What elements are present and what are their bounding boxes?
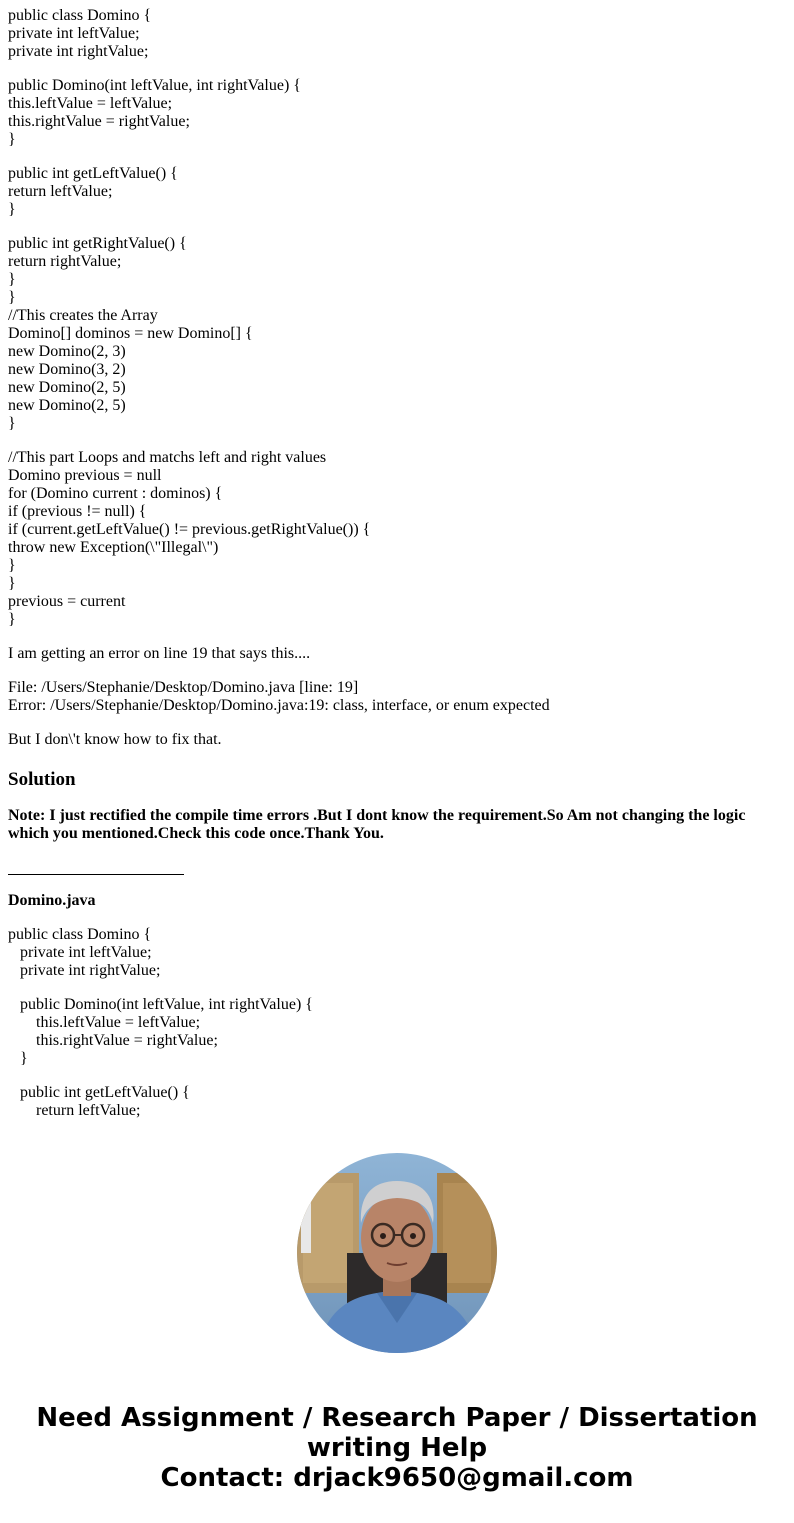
avatar-portrait-icon <box>297 1153 497 1353</box>
code-line: private int leftValue; <box>8 944 152 961</box>
code-line: this.rightValue = rightValue; <box>8 113 190 130</box>
code-line: } <box>8 611 16 628</box>
solution-heading: Solution <box>8 769 76 790</box>
error-line: Error: /Users/Stephanie/Desktop/Domino.java:19: class, interface, or enum expected <box>8 697 550 714</box>
code-line: public int getLeftValue() { <box>8 1084 190 1101</box>
code-line: new Domino(2, 3) <box>8 343 126 360</box>
error-intro: I am getting an error on line 19 that says this.... <box>8 645 311 662</box>
code-line: public Domino(int leftValue, int rightValue) { <box>8 996 313 1013</box>
code-line: } <box>8 1050 28 1067</box>
promo-contact: Contact: drjack9650@gmail.com <box>160 1463 634 1493</box>
code-line: private int rightValue; <box>8 43 149 60</box>
solution-code-2 <box>8 996 786 1068</box>
code-line: Domino previous = null <box>8 467 162 484</box>
code-line: if (current.getLeftValue() != previous.getRightValue()) { <box>8 521 371 538</box>
code-line: private int rightValue; <box>8 962 161 979</box>
error-message <box>8 679 786 715</box>
promo-line-1: Need Assignment / Research Paper / Dissertation <box>36 1403 758 1433</box>
code-line: return leftValue; <box>8 183 113 200</box>
code-line: new Domino(2, 5) <box>8 379 126 396</box>
code-line: public class Domino { <box>8 926 152 943</box>
code-line: public class Domino { <box>8 7 152 24</box>
code-line: } <box>8 201 16 218</box>
promo-banner <box>0 1403 794 1493</box>
code-line: public Domino(int leftValue, int rightValue) { <box>8 77 301 94</box>
code-line: //This part Loops and matchs left and right values <box>8 449 327 466</box>
solution-note: Note: I just rectified the compile time errors .But I dont know the requirement.So Am not changing the logic which you mentioned.Check this code once.Thank You. <box>8 807 746 842</box>
code-line: private int leftValue; <box>8 25 140 42</box>
question-code-5 <box>8 449 786 629</box>
code-line: return leftValue; <box>8 1102 141 1119</box>
code-line: } <box>8 575 16 592</box>
code-line: previous = current <box>8 593 126 610</box>
code-line: } <box>8 557 16 574</box>
code-line: } <box>8 131 16 148</box>
code-line: for (Domino current : dominos) { <box>8 485 223 502</box>
code-line: new Domino(3, 2) <box>8 361 126 378</box>
code-line: if (previous != null) { <box>8 503 147 520</box>
solution-filename: Domino.java <box>8 892 96 909</box>
question-code-2 <box>8 77 786 149</box>
code-line: this.leftValue = leftValue; <box>8 95 173 112</box>
code-line: new Domino(2, 5) <box>8 397 126 414</box>
code-line: //This creates the Array <box>8 307 158 324</box>
code-line: public int getLeftValue() { <box>8 165 178 182</box>
promo-line-2: writing Help <box>306 1433 488 1463</box>
code-line: this.leftValue = leftValue; <box>8 1014 201 1031</box>
code-line: return rightValue; <box>8 253 122 270</box>
code-line: Domino[] dominos = new Domino[] { <box>8 325 253 342</box>
solution-code-3 <box>8 1084 786 1120</box>
question-code-4 <box>8 235 786 433</box>
code-line: } <box>8 289 16 306</box>
code-line: } <box>8 415 16 432</box>
question-code-1 <box>8 7 786 61</box>
code-line: throw new Exception(\"Illegal\") <box>8 539 219 556</box>
document-body <box>8 7 786 1120</box>
code-line: this.rightValue = rightValue; <box>8 1032 218 1049</box>
avatar <box>297 1153 497 1353</box>
question-closing: But I don\'t know how to fix that. <box>8 731 222 748</box>
question-code-3 <box>8 165 786 219</box>
code-line: public int getRightValue() { <box>8 235 187 252</box>
error-line: File: /Users/Stephanie/Desktop/Domino.java [line: 19] <box>8 679 359 696</box>
code-line: } <box>8 271 16 288</box>
solution-code-1 <box>8 926 786 980</box>
